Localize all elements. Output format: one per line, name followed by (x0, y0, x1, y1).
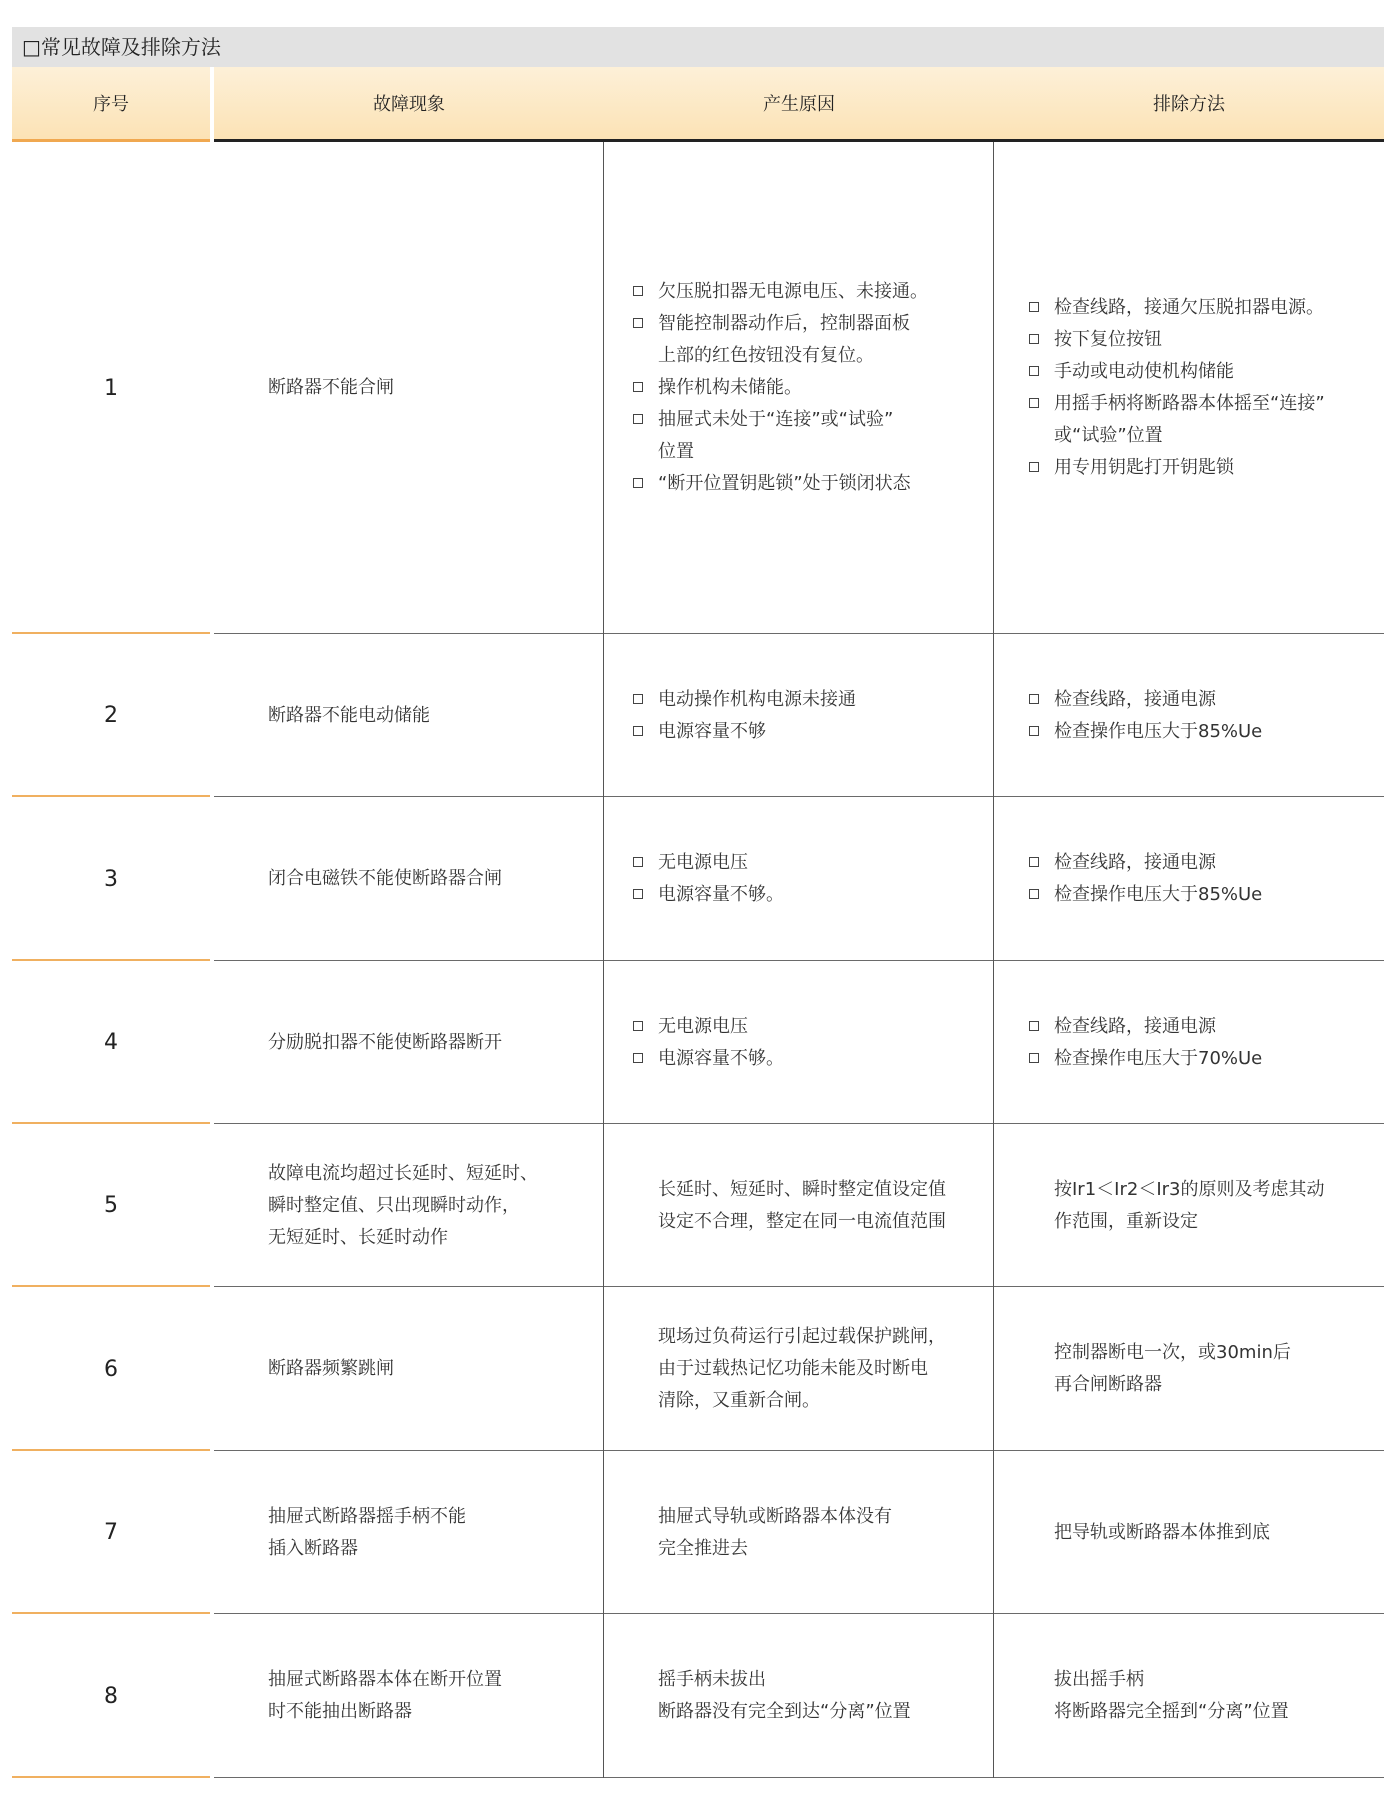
table-row (12, 1287, 1384, 1451)
table-row (12, 1124, 1384, 1287)
fix-item (1028, 716, 1378, 748)
fix-cell (1028, 1614, 1378, 1778)
fix-list (1028, 1011, 1378, 1075)
symptom-cell (268, 634, 588, 797)
cause-list (632, 847, 992, 911)
cause-text: 电源容量不够。 (658, 884, 784, 905)
table-row (12, 634, 1384, 797)
row-index: 4 (104, 1030, 118, 1055)
fix-item (1028, 452, 1378, 484)
cause-text: 欠压脱扣器无电源电压、未接通。 (658, 281, 928, 302)
cause-cell (632, 142, 992, 634)
cause-item (632, 879, 992, 911)
fix-item (1028, 879, 1378, 911)
fix-cell (1028, 142, 1378, 634)
cause-text: 操作机构未储能。 (658, 377, 802, 398)
fix-item (1028, 324, 1378, 356)
fix-text: 按Ir1＜Ir2＜Ir3的原则及考虑其动 (1054, 1178, 1325, 1200)
fix-text: 检查线路，接通电源 (1054, 852, 1216, 873)
fix-list (1028, 1337, 1378, 1401)
fix-item (1028, 1043, 1378, 1075)
row-index: 7 (104, 1520, 118, 1545)
symptom-text: 闭合电磁铁不能使断路器合闸 (268, 868, 502, 889)
cause-cell (632, 634, 992, 797)
fix-text: 将断路器完全摇到“分离”位置 (1054, 1701, 1289, 1722)
row-index: 2 (104, 703, 118, 728)
symptom-cell (268, 1124, 588, 1287)
cause-list (632, 1321, 992, 1417)
symptom-cell (268, 142, 588, 634)
table-row (12, 1451, 1384, 1614)
fix-item (1028, 1517, 1378, 1549)
fix-item (1028, 684, 1378, 716)
symptom-text: 断路器频繁跳闸 (268, 1358, 394, 1379)
row-index: 3 (104, 866, 118, 892)
cause-text: 由于过载热记忆功能未能及时断电 (658, 1358, 928, 1379)
fix-item (1028, 292, 1378, 324)
row-index: 8 (104, 1683, 118, 1709)
fix-text: 检查操作电压大于85%Ue (1054, 884, 1263, 905)
cause-text: 长延时、短延时、瞬时整定值设定值 (658, 1178, 946, 1200)
cause-cell (632, 797, 992, 961)
fix-item (1028, 847, 1378, 879)
cause-text: 清除，又重新合闸。 (658, 1390, 820, 1411)
cause-item (632, 1011, 992, 1043)
fix-text: 或“试验”位置 (1054, 425, 1163, 446)
fix-text: 检查操作电压大于85%Ue (1054, 720, 1263, 742)
cause-text: 断路器没有完全到达“分离”位置 (658, 1701, 911, 1722)
fix-cell (1028, 797, 1378, 961)
cause-list (632, 684, 992, 748)
table-row (12, 797, 1384, 961)
cause-item (632, 404, 992, 468)
cause-list (632, 1664, 992, 1728)
symptom-text: 插入断路器 (268, 1537, 358, 1559)
cause-text: 抽屉式导轨或断路器本体没有 (658, 1505, 892, 1527)
symptom-text: 抽屉式断路器本体在断开位置 (268, 1669, 502, 1690)
fix-list (1028, 684, 1378, 748)
fix-list (1028, 292, 1378, 484)
row-divider (214, 1777, 1384, 1778)
cause-text: 位置 (658, 441, 694, 462)
cause-text: “断开位置钥匙锁”处于锁闭状态 (658, 473, 911, 494)
row-divider-orange (12, 1776, 210, 1778)
section-header-bar (12, 27, 1384, 67)
symptom-text: 无短延时、长延时动作 (268, 1226, 448, 1248)
symptom-text: 瞬时整定值、只出现瞬时动作， (268, 1194, 520, 1216)
fix-text: 按下复位按钮 (1054, 329, 1162, 350)
cause-item (632, 1664, 992, 1728)
cause-item (632, 684, 992, 716)
fix-text: 拔出摇手柄 (1054, 1669, 1144, 1690)
fix-item (1028, 1664, 1378, 1728)
cause-text: 智能控制器动作后，控制器面板 (658, 313, 910, 334)
fix-item (1028, 356, 1378, 388)
symptom-cell (268, 1614, 588, 1778)
cause-cell (632, 1287, 992, 1451)
cause-item (632, 276, 992, 308)
fix-cell (1028, 1451, 1378, 1614)
cause-text: 现场过负荷运行引起过载保护跳闸， (658, 1326, 946, 1347)
fix-text: 作范围，重新设定 (1054, 1210, 1198, 1232)
fix-cell (1028, 1287, 1378, 1451)
symptom-text: 时不能抽出断路器 (268, 1701, 412, 1722)
cause-item (632, 1043, 992, 1075)
table-row (12, 961, 1384, 1124)
symptom-text: 故障电流均超过长延时、短延时、 (268, 1162, 538, 1184)
row-index: 6 (104, 1356, 118, 1382)
cause-item (632, 308, 992, 372)
column-header-fix: 排除方法 (1153, 94, 1225, 115)
fix-cell (1028, 961, 1378, 1124)
fix-text: 用摇手柄将断路器本体摇至“连接” (1054, 393, 1325, 414)
fix-list (1028, 847, 1378, 911)
cause-cell (632, 1124, 992, 1287)
cause-item (632, 1174, 992, 1238)
symptom-text: 断路器不能合闸 (268, 377, 394, 398)
cause-item (632, 847, 992, 879)
fix-text: 检查线路，接通欠压脱扣器电源。 (1054, 297, 1324, 318)
fix-item (1028, 1174, 1378, 1238)
cause-text: 电源容量不够 (658, 720, 766, 742)
fix-item (1028, 1337, 1378, 1401)
symptom-text: 抽屉式断路器摇手柄不能 (268, 1505, 466, 1527)
cause-item (632, 468, 992, 500)
cause-item (632, 716, 992, 748)
column-divider-fix (993, 142, 994, 1778)
cause-text: 无电源电压 (658, 1015, 748, 1037)
fix-item (1028, 388, 1378, 452)
column-divider-cause (603, 142, 604, 1778)
cause-text: 完全推进去 (658, 1537, 748, 1559)
symptom-text: 断路器不能电动储能 (268, 704, 430, 726)
fix-text: 手动或电动使机构储能 (1054, 361, 1234, 382)
fix-text: 检查线路，接通电源 (1054, 688, 1216, 710)
table-row (12, 1614, 1384, 1778)
cause-list (632, 276, 992, 500)
cause-text: 设定不合理，整定在同一电流值范围 (658, 1210, 946, 1232)
cause-list (632, 1174, 992, 1238)
symptom-cell (268, 961, 588, 1124)
fix-text: 再合闸断路器 (1054, 1374, 1162, 1395)
cause-cell (632, 1614, 992, 1778)
symptom-cell (268, 797, 588, 961)
fix-cell (1028, 634, 1378, 797)
cause-item (632, 372, 992, 404)
cause-cell (632, 1451, 992, 1614)
cause-text: 上部的红色按钮没有复位。 (658, 345, 874, 366)
symptom-cell (268, 1451, 588, 1614)
cause-item (632, 1501, 992, 1565)
cause-text: 电源容量不够。 (658, 1047, 784, 1069)
column-header-index: 序号 (93, 94, 129, 115)
fix-list (1028, 1517, 1378, 1549)
section-title: □常见故障及排除方法 (22, 35, 221, 59)
cause-list (632, 1501, 992, 1565)
cause-item (632, 1321, 992, 1417)
symptom-text: 分励脱扣器不能使断路器断开 (268, 1031, 502, 1053)
fix-text: 把导轨或断路器本体推到底 (1054, 1521, 1270, 1543)
table-row (12, 142, 1384, 634)
cause-cell (632, 961, 992, 1124)
row-index: 1 (104, 375, 118, 401)
symptom-cell (268, 1287, 588, 1451)
cause-text: 抽屉式未处于“连接”或“试验” (658, 409, 894, 430)
fix-list (1028, 1174, 1378, 1238)
cause-text: 摇手柄未拔出 (658, 1669, 766, 1690)
fix-list (1028, 1664, 1378, 1728)
cause-text: 电动操作机构电源未接通 (658, 688, 856, 710)
cause-list (632, 1011, 992, 1075)
fix-cell (1028, 1124, 1378, 1287)
column-header-cause: 产生原因 (763, 94, 835, 115)
table-header (12, 67, 1384, 142)
column-header-symptom: 故障现象 (373, 94, 445, 115)
fix-text: 控制器断电一次，或30min后 (1054, 1342, 1291, 1363)
fix-text: 检查线路，接通电源 (1054, 1015, 1216, 1037)
row-index: 5 (104, 1193, 118, 1218)
fix-item (1028, 1011, 1378, 1043)
cause-text: 无电源电压 (658, 852, 748, 873)
fix-text: 用专用钥匙打开钥匙锁 (1054, 457, 1234, 478)
fix-text: 检查操作电压大于70%Ue (1054, 1047, 1263, 1069)
